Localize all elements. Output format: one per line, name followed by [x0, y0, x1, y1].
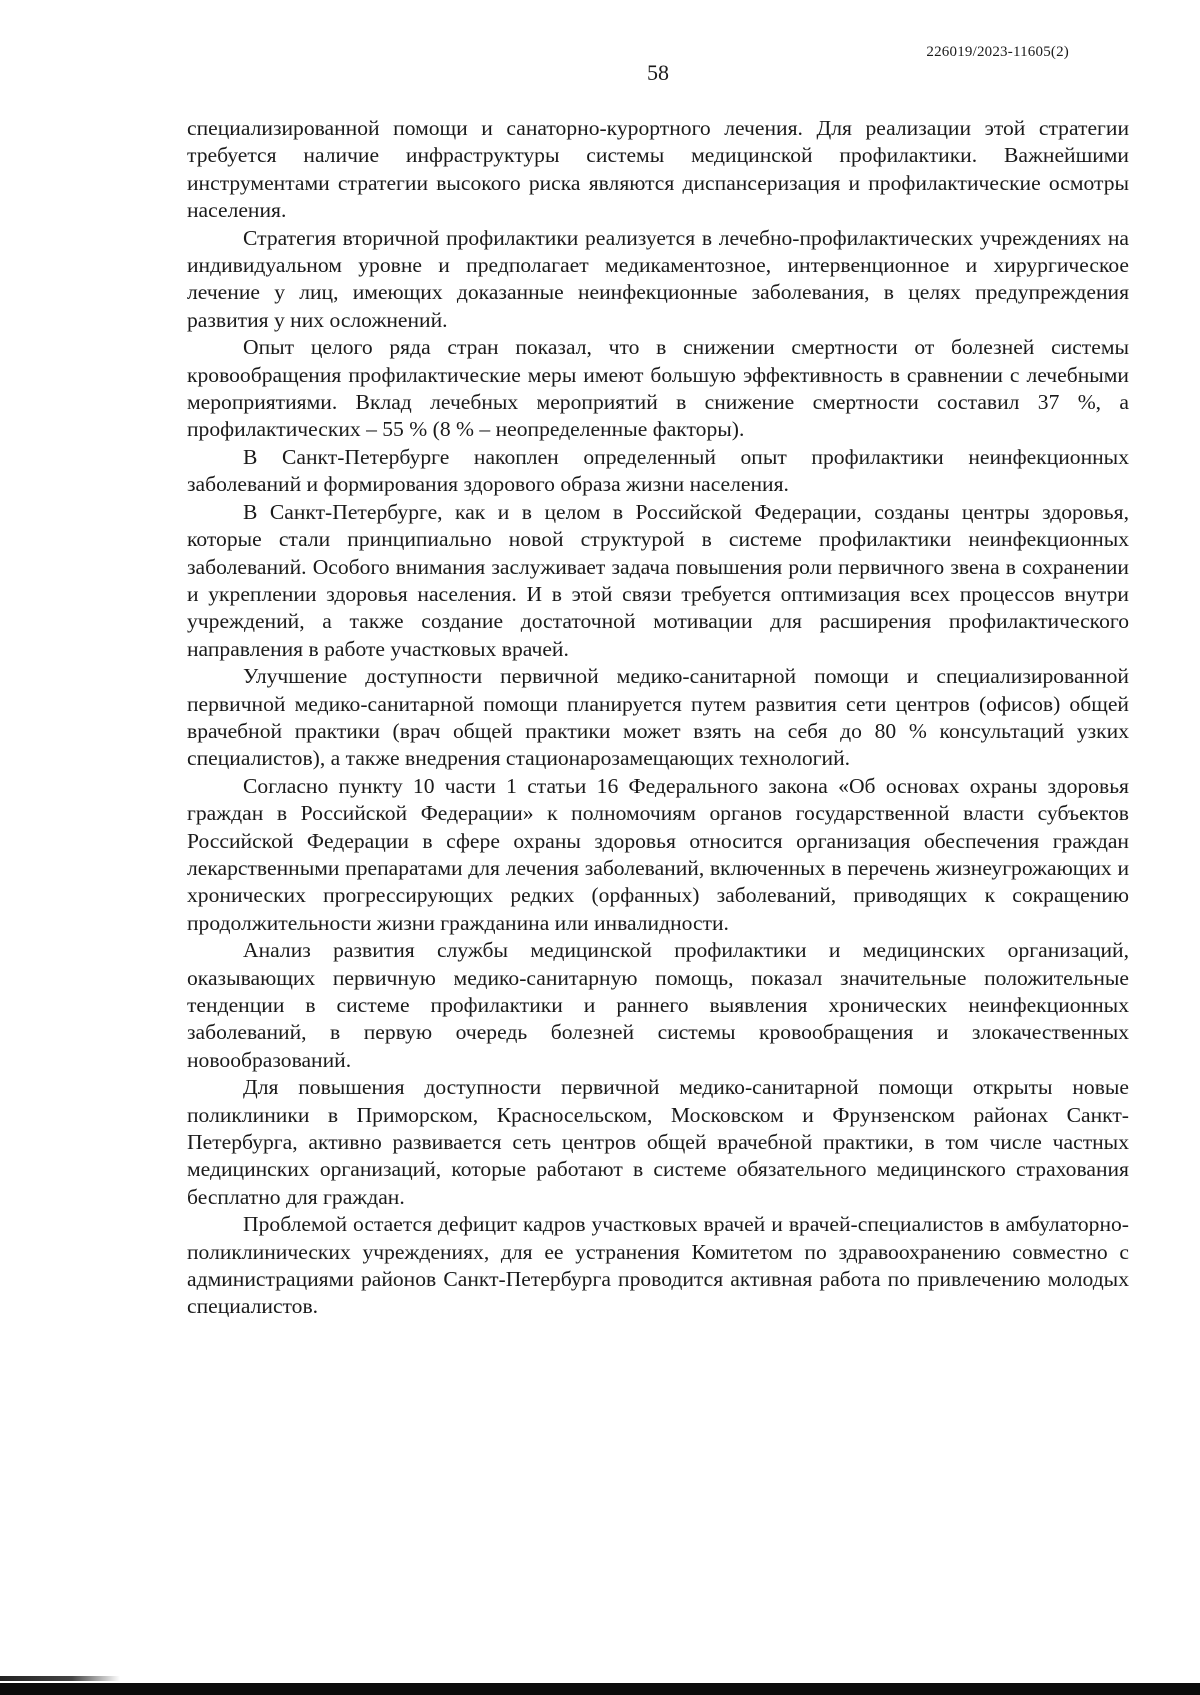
scan-bottom-border [0, 1683, 1200, 1695]
page-number: 58 [647, 60, 669, 85]
paragraph: Согласно пункту 10 части 1 статьи 16 Федерального закона «Об основах охраны здоровья граждан в Российской Федерации» к полномочиям органов государственной власти субъектов Российской Федерации в сфере охраны здоровья относится организация обеспечения граждан лекарственными препаратами для лечения заболеваний, включенных в перечень жизнеугрожающих и хронических прогрессирующих редких (орфанных) заболеваний, приводящих к сокращению продолжительности жизни гражданина или инвалидности. [187, 773, 1129, 935]
paragraph: Опыт целого ряда стран показал, что в снижении смертности от болезней системы кровообращения профилактические меры имеют большую эффективность в сравнении с лечебными мероприятиями. Вклад лечебных мероприятий в снижение смертности составил 37 %, а профилактических – 55 % (8 % – неопределенные факторы). [187, 335, 1129, 442]
paragraph: В Санкт-Петербурге накоплен определенный опыт профилактики неинфекционных заболеваний и формирования здорового образа жизни населения. [187, 444, 1129, 497]
paragraph: Проблемой остается дефицит кадров участковых врачей и врачей-специалистов в амбулаторно-поликлинических учреждениях, для ее устранения Комитетом по здравоохранению совместно с администрациями районов Санкт-Петербурга проводится активная работа по привлечению молодых специалистов. [187, 1212, 1129, 1319]
document-body [187, 115, 1129, 1321]
paragraph: Стратегия вторичной профилактики реализуется в лечебно-профилактических учреждениях на индивидуальном уровне и предполагает медикаментозное, интервенционное и хирургическое лечение у лиц, имеющих доказанные неинфекционные заболевания, в целях предупреждения развития у них осложнений. [187, 225, 1129, 332]
paragraph: В Санкт-Петербурге, как и в целом в Российской Федерации, созданы центры здоровья, которые стали принципиально новой структурой в системе профилактики неинфекционных заболеваний. Особого внимания заслуживает задача повышения роли первичного звена в сохранении и укреплении здоровья населения. И в этой связи требуется оптимизация всех процессов внутри учреждений, а также создание достаточной мотивации для расширения профилактического направления в работе участковых врачей. [187, 499, 1129, 661]
document-registration-number: 226019/2023-11605(2) [926, 44, 1069, 60]
paragraph: Анализ развития службы медицинской профилактики и медицинских организаций, оказывающих первичную медико-санитарную помощь, показал значительные положительные тенденции в системе профилактики и раннего выявления хронических неинфекционных заболеваний, в первую очередь болезней системы кровообращения и злокачественных новообразований. [187, 938, 1129, 1072]
paragraph: Улучшение доступности первичной медико-санитарной помощи и специализированной первичной медико-санитарной помощи планируется путем развития сети центров (офисов) общей врачебной практики (врач общей практики может взять на себя до 80 % консультаций узких специалистов), а также внедрения стационарозамещающих технологий. [187, 664, 1129, 771]
scan-edge-artifact [0, 1676, 120, 1681]
paragraph: Для повышения доступности первичной медико-санитарной помощи открыты новые поликлиники в Приморском, Красносельском, Московском и Фрунзенском районах Санкт-Петербурга, активно развивается сеть центров общей врачебной практики, в том числе частных медицинских организаций, которые работают в системе обязательного медицинского страхования бесплатно для граждан. [187, 1075, 1129, 1209]
paragraph: специализированной помощи и санаторно-курортного лечения. Для реализации этой стратегии требуется наличие инфраструктуры системы медицинской профилактики. Важнейшими инструментами стратегии высокого риска являются диспансеризация и профилактические осмотры населения. [187, 116, 1129, 223]
